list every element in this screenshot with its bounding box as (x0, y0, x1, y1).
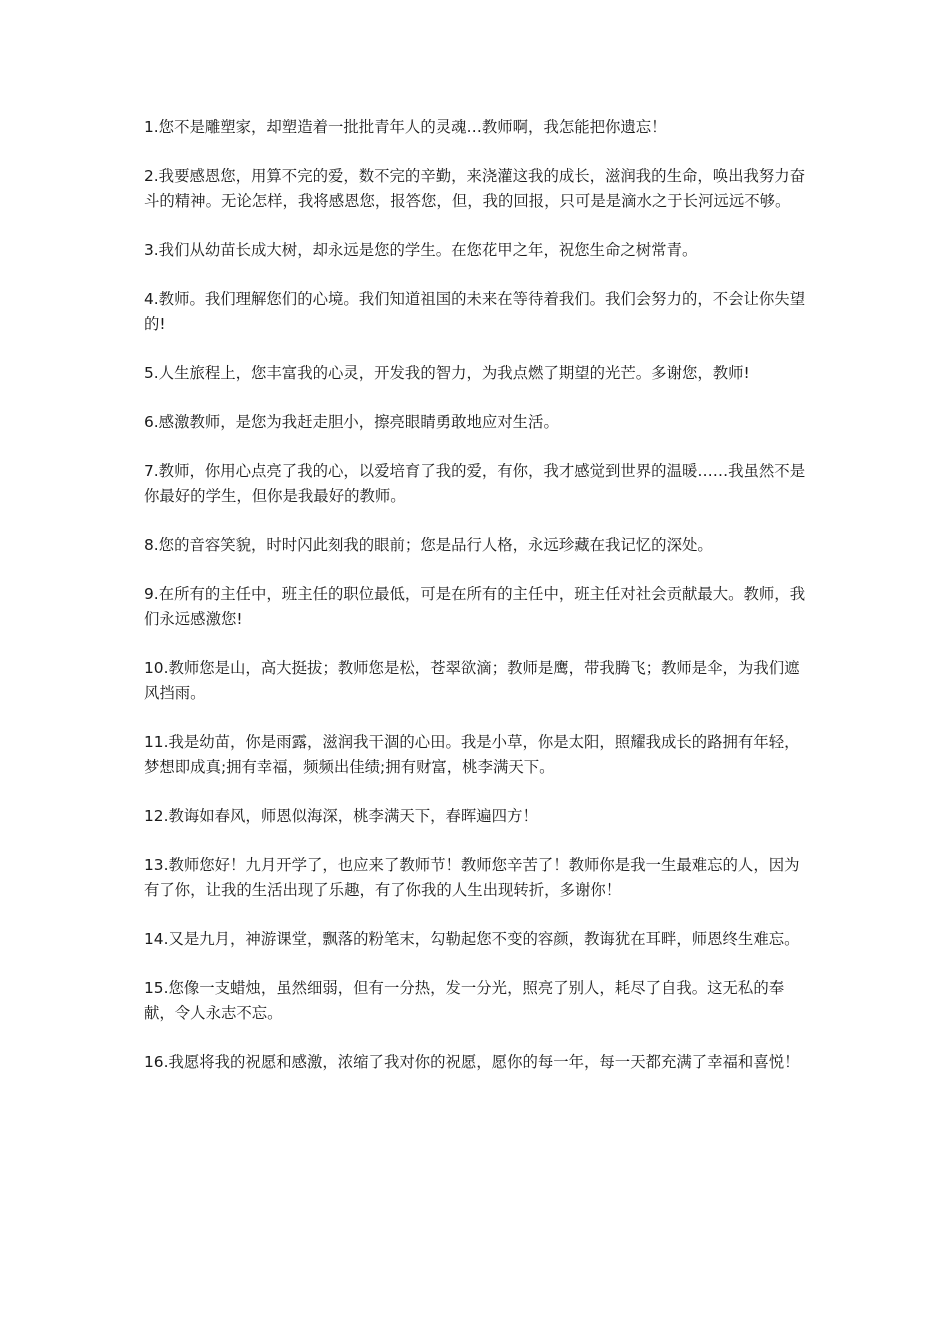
paragraph-5: 5.人生旅程上，您丰富我的心灵，开发我的智力，为我点燃了期望的光芒。多谢您，教师! (144, 364, 750, 382)
paragraph-10: 10.教师您是山，高大挺拔；教师您是松，苍翠欲滴；教师是鹰，带我腾飞；教师是伞，为我们遮风挡雨。 (144, 659, 800, 702)
document-body (144, 115, 812, 1099)
paragraph-4: 4.教师。我们理解您们的心境。我们知道祖国的未来在等待着我们。我们会努力的，不会让你失望的! (144, 290, 806, 333)
paragraph-12: 12.教诲如春风，师恩似海深，桃李满天下，春晖遍四方！ (144, 807, 538, 825)
paragraph-11: 11.我是幼苗，你是雨露，滋润我干涸的心田。我是小草，你是太阳，照耀我成长的路拥有年轻，梦想即成真;拥有幸福，频频出佳绩;拥有财富，桃李满天下。 (144, 733, 800, 776)
paragraph-13: 13.教师您好！九月开学了，也应来了教师节！教师您辛苦了！教师你是我一生最难忘的人，因为有了你，让我的生活出现了乐趣，有了你我的人生出现转折，多谢你！ (144, 856, 800, 899)
paragraph-8: 8.您的音容笑貌，时时闪此刻我的眼前；您是品行人格，永远珍藏在我记忆的深处。 (144, 536, 713, 554)
paragraph-16: 16.我愿将我的祝愿和感激，浓缩了我对你的祝愿，愿你的每一年，每一天都充满了幸福和喜悦！ (144, 1053, 800, 1071)
paragraph-1: 1.您不是雕塑家，却塑造着一批批青年人的灵魂…教师啊，我怎能把你遗忘！ (144, 118, 667, 136)
paragraph-7: 7.教师，你用心点亮了我的心，以爱培育了我的爱，有你，我才感觉到世界的温暖……我虽然不是你最好的学生，但你是我最好的教师。 (144, 462, 806, 505)
paragraph-15: 15.您像一支蜡烛，虽然细弱，但有一分热，发一分光，照亮了别人，耗尽了自我。这无私的奉献，令人永志不忘。 (144, 979, 785, 1022)
paragraph-2: 2.我要感恩您，用算不完的爱，数不完的辛勤，来浇灌这我的成长，滋润我的生命，唤出我努力奋斗的精神。无论怎样，我将感恩您，报答您，但，我的回报，只可是是滴水之于长河远远不够。 (144, 167, 806, 210)
paragraph-3: 3.我们从幼苗长成大树，却永远是您的学生。在您花甲之年，祝您生命之树常青。 (144, 241, 698, 259)
paragraph-9: 9.在所有的主任中，班主任的职位最低，可是在所有的主任中，班主任对社会贡献最大。教师，我们永远感激您! (144, 585, 806, 628)
paragraph-14: 14.又是九月，神游课堂，飘落的粉笔末，勾勒起您不变的容颜，教诲犹在耳畔，师恩终生难忘。 (144, 930, 800, 948)
paragraph-6: 6.感激教师，是您为我赶走胆小，擦亮眼睛勇敢地应对生活。 (144, 413, 559, 431)
